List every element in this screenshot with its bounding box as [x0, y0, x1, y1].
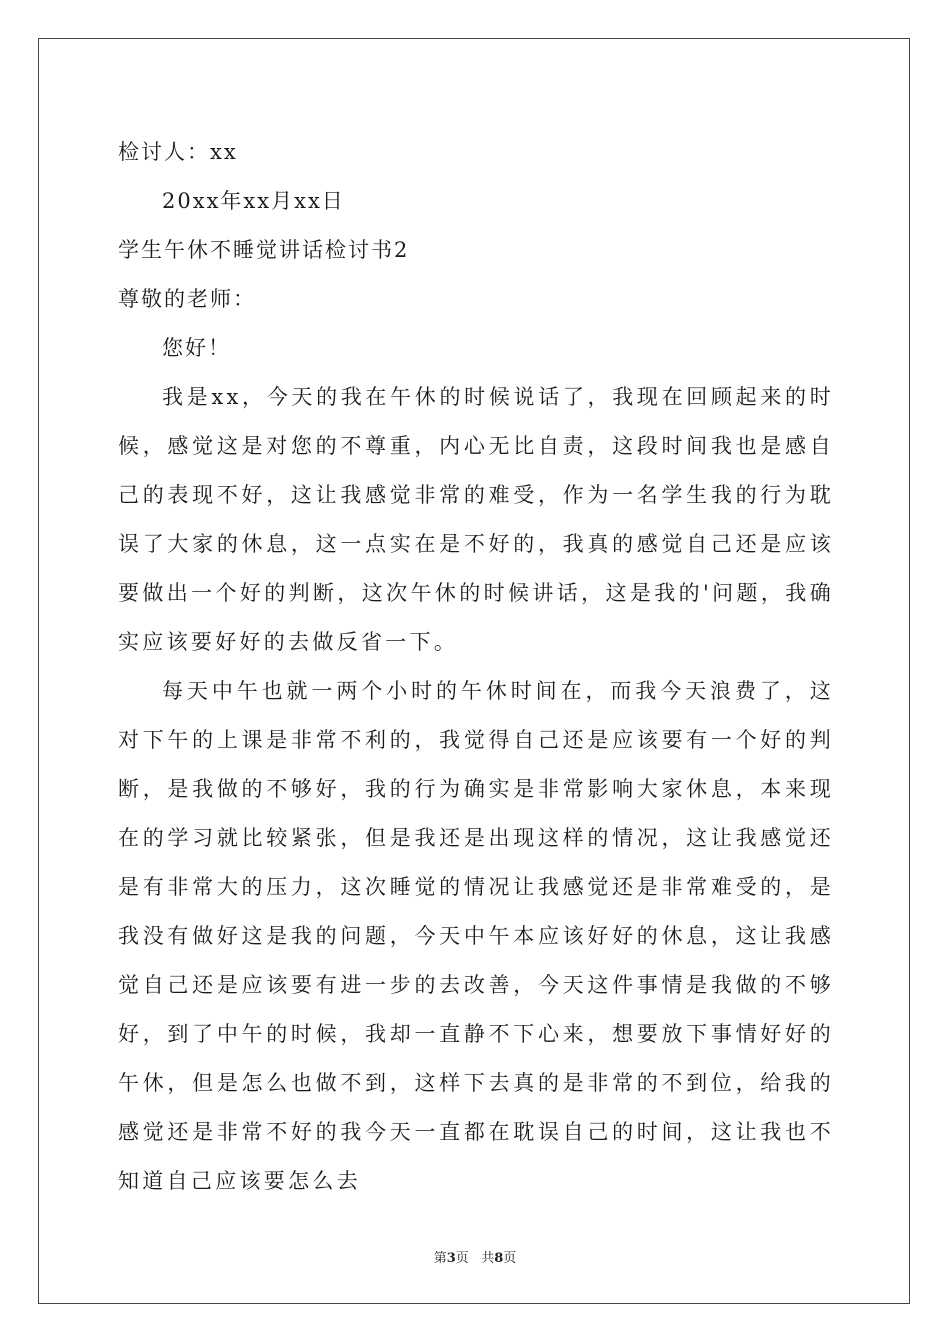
section-title: 学生午休不睡觉讲话检讨书2 — [118, 238, 410, 262]
page-prefix: 第 — [433, 1251, 447, 1266]
date-line: 20xx年xx月xx日 — [162, 189, 345, 213]
page-total: 8 — [494, 1251, 504, 1266]
paragraph-1: 我是xx，今天的我在午休的时候说话了，我现在回顾起来的时候，感觉这是对您的不尊重，内心无比自责，这段时间我也是感自己的表现不好，这让我感觉非常的难受，作为一名学生我的行为耽误了大家的休息，这一点实在是不好的，我真的感觉自己还是应该要做出一个好的判断，这次午休的时候讲话，这是我的'问题，我确实应该要好好的去做反省一下。 — [118, 385, 834, 654]
salutation: 尊敬的老师： — [118, 287, 256, 311]
total-prefix: 共 — [481, 1251, 495, 1266]
reviewer-line: 检讨人：xx — [118, 140, 238, 164]
page-footer — [0, 1247, 950, 1266]
page-suffix: 页 — [455, 1251, 469, 1266]
document-body — [118, 128, 834, 1206]
greeting: 您好！ — [162, 336, 231, 360]
paragraph-2: 每天中午也就一两个小时的午休时间在，而我今天浪费了，这对下午的上课是非常不利的，我觉得自己还是应该要有一个好的判断，是我做的不够好，我的行为确实是非常影响大家休息，本来现在的学习就比较紧张，但是我还是出现这样的情况，这让我感觉还是有非常大的压力，这次睡觉的情况让我感觉还是非常难受的，是我没有做好这是我的问题，今天中午本应该好好的休息，这让我感觉自己还是应该要有进一步的去改善，今天这件事情是我做的不够好，到了中午的时候，我却一直静不下心来，想要放下事情好好的午休，但是怎么也做不到，这样下去真的是非常的不到位，给我的感觉还是非常不好的我今天一直都在耽误自己的时间，这让我也不知道自己应该要怎么去 — [118, 679, 834, 1193]
total-suffix: 页 — [503, 1251, 517, 1266]
page-current: 3 — [446, 1251, 456, 1266]
